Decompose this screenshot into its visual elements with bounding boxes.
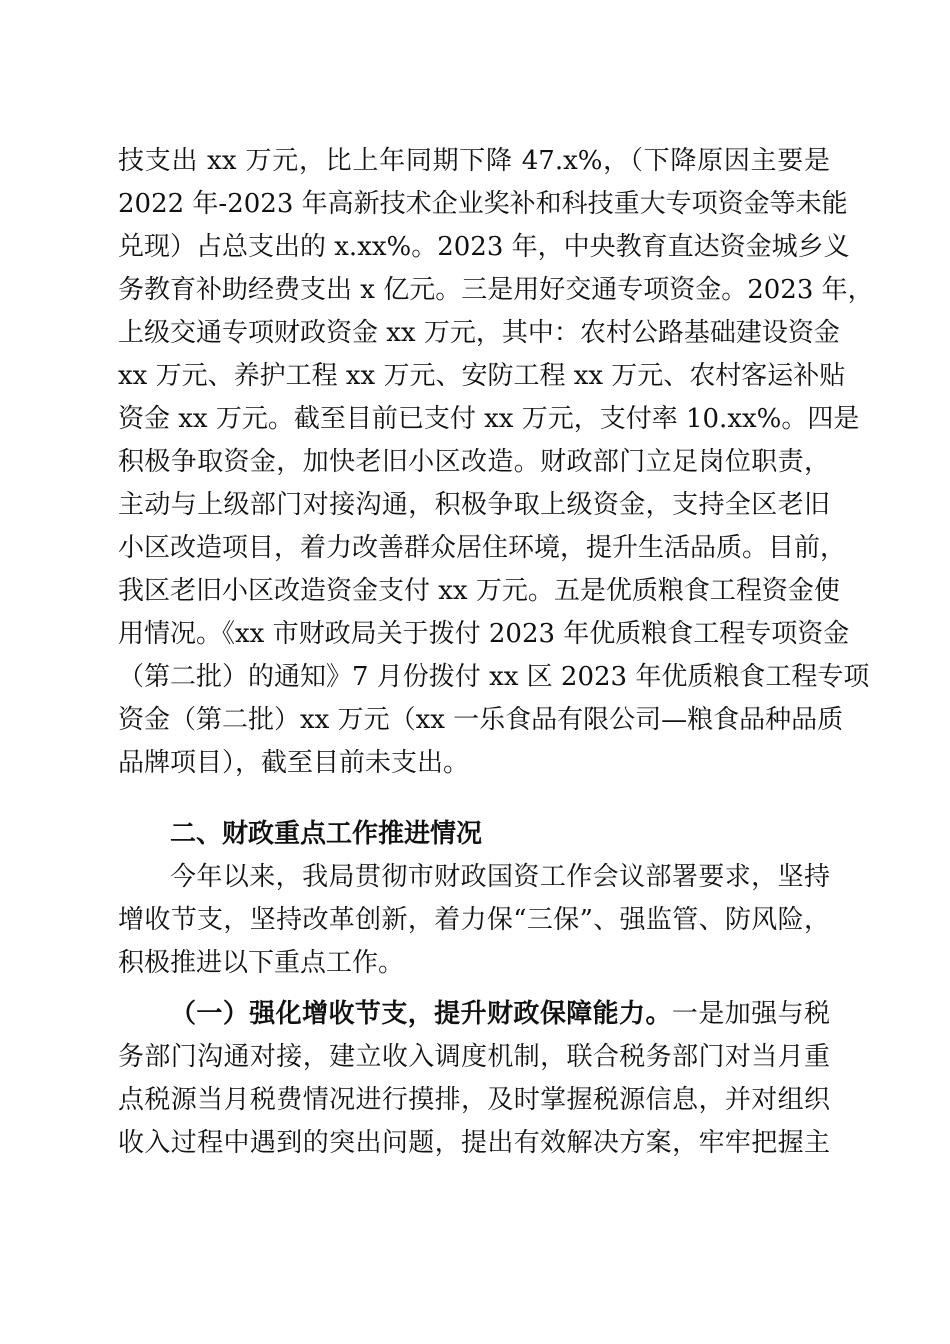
paragraph-line: 品牌项目），截至目前未支出。 bbox=[118, 748, 470, 778]
section-heading: 二、财政重点工作推进情况 bbox=[170, 819, 483, 849]
paragraph-first-line bbox=[118, 993, 830, 1036]
paragraph-line: 上级交通专项财政资金 xx 万元，其中：农村公路基础建设资金 bbox=[118, 318, 840, 348]
paragraph-line: 用情况。《xx 市财政局关于拨付 2023 年优质粮食工程专项资金 bbox=[118, 619, 850, 649]
paragraph-line: 积极推进以下重点工作。 bbox=[118, 948, 405, 978]
paragraph-1 bbox=[118, 140, 874, 785]
paragraph-line: 我区老旧小区改造资金支付 xx 万元。五是优质粮食工程资金使 bbox=[118, 576, 840, 606]
paragraph-first-line-rest: 一是加强与税 bbox=[671, 999, 830, 1029]
paragraph-line: 2022 年-2023 年高新技术企业奖补和科技重大专项资金等未能 bbox=[118, 189, 848, 219]
paragraph-line: 小区改造项目，着力改善群众居住环境，提升生活品质。目前， bbox=[118, 533, 847, 563]
paragraph-bold-lead: （一）强化增收节支，提升财政保障能力。 bbox=[170, 999, 672, 1029]
paragraph-line: 点税源当月税费情况进行摸排，及时掌握税源信息，并对组织 bbox=[118, 1085, 830, 1115]
paragraph-line: 务部门沟通对接，建立收入调度机制，联合税务部门对当月重 bbox=[118, 1042, 830, 1072]
paragraph-2 bbox=[118, 856, 830, 985]
paragraph-line: 积极争取资金，加快老旧小区改造。财政部门立足岗位职责， bbox=[118, 447, 830, 477]
paragraph-line: 今年以来，我局贯彻市财政国资工作会议部署要求，坚持 bbox=[170, 862, 830, 892]
paragraph-line: （第二批）的通知》7 月份拨付 xx 区 2023 年优质粮食工程专项 bbox=[118, 662, 870, 692]
paragraph-line: xx 万元、养护工程 xx 万元、安防工程 xx 万元、农村客运补贴 bbox=[118, 361, 846, 391]
paragraph-line: 务教育补助经费支出 x 亿元。三是用好交通专项资金。2023 年， bbox=[118, 275, 874, 305]
paragraph-line: 主动与上级部门对接沟通，积极争取上级资金，支持全区老旧 bbox=[118, 490, 830, 520]
paragraph-line: 兑现）占总支出的 x.xx%。2023 年，中央教育直达资金城乡义 bbox=[118, 232, 850, 262]
paragraph-line: 收入过程中遇到的突出问题，提出有效解决方案，牢牢把握主 bbox=[118, 1128, 830, 1158]
paragraph-line: 增收节支，坚持改革创新，着力保“三保”、强监管、防风险， bbox=[118, 905, 830, 935]
paragraph-3 bbox=[118, 993, 830, 1165]
paragraph-line: 资金（第二批）xx 万元（xx 一乐食品有限公司—粮食品种品质 bbox=[118, 705, 844, 735]
paragraph-line: 技支出 xx 万元，比上年同期下降 47.x%，（下降原因主要是 bbox=[118, 146, 830, 176]
paragraph-line: 资金 xx 万元。截至目前已支付 xx 万元，支付率 10.xx%。四是 bbox=[118, 404, 860, 434]
